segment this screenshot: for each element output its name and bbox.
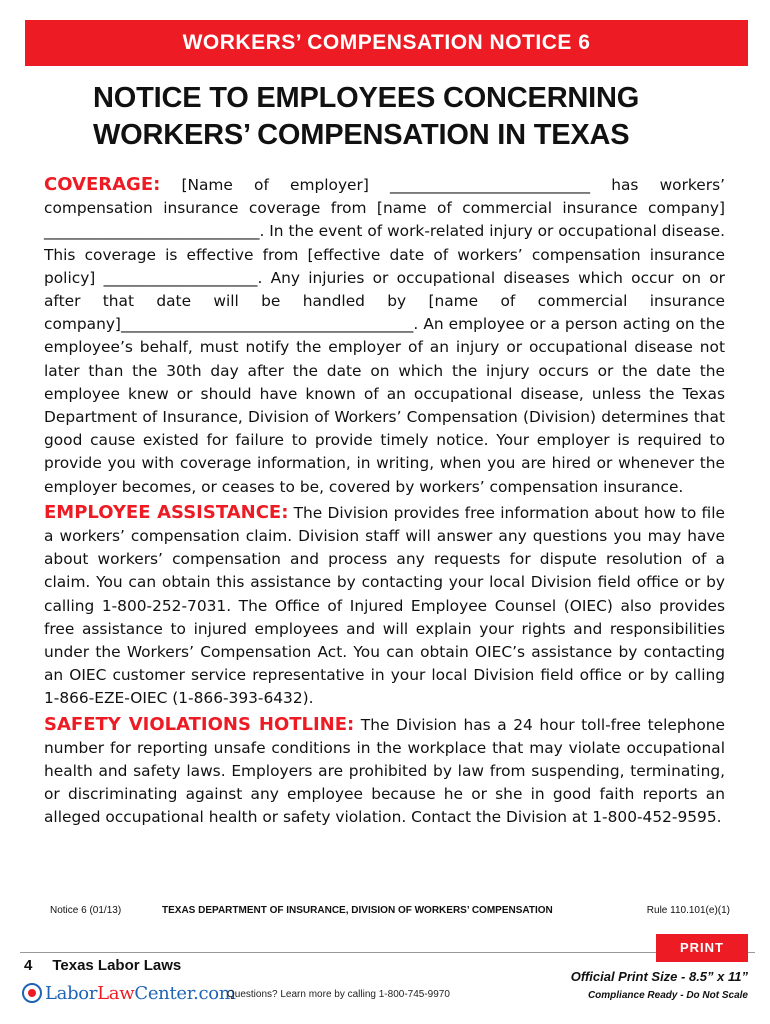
coverage-section: [44, 173, 725, 499]
rule-reference: Rule 110.101(e)(1): [646, 905, 730, 916]
logo-mark-icon: [22, 983, 42, 1003]
department-name: TEXAS DEPARTMENT OF INSURANCE, DIVISION OF WORKERS’ COMPENSATION: [162, 905, 553, 916]
notice-banner: WORKERS’ COMPENSATION NOTICE 6: [25, 20, 748, 66]
safety-text: The Division has a 24 hour toll-free telephone number for reporting unsafe conditions in the workplace that may violate occupational health and safety laws. Employers are prohibited by law from suspending, terminating, or discriminating against any employee because he or she in good faith reports an alleged occupational health or safety violation. Contact the Division at 1-800-452-9595.: [44, 715, 725, 827]
title-line-1: NOTICE TO EMPLOYEES CONCERNING: [93, 82, 640, 114]
assistance-section: [44, 501, 725, 711]
notice-body: [44, 173, 725, 832]
coverage-heading: COVERAGE:: [44, 174, 161, 195]
print-button[interactable]: PRINT: [656, 934, 748, 962]
coverage-text-5: . An employee or a person acting on the employee’s behalf, must notify the employer of an injury or occupational disease not later than the 30th day after the date on which the injury occurs or the date the employee knew or should have known of an occupational disease, unless the Texas Department of Insurance, Division of Workers’ Compensation (Division) determines that good cause existed for failure to provide timely notice. Your employer is required to provide you with coverage information, in writing, when you are hired or whenever the employer becomes, or ceases to be, covered by workers’ compensation insurance.: [44, 315, 725, 496]
effective-date-blank[interactable]: ____________________: [103, 268, 258, 287]
page-title: [93, 80, 733, 154]
page-label: [24, 957, 181, 974]
compliance-note: Compliance Ready - Do Not Scale: [587, 990, 748, 1001]
logo-text-center: Center.com: [134, 982, 236, 1004]
logo-text-law: Law: [97, 982, 135, 1004]
coverage-text-4: . Any injuries or occupational diseases which occur on or after that date will be handled by [name of commercial insurance company]: [44, 268, 725, 334]
official-print-size: Official Print Size - 8.5” x 11”: [570, 969, 748, 984]
title-line-2: WORKERS’ COMPENSATION IN TEXAS: [93, 119, 630, 151]
insurance-company-blank[interactable]: ____________________________: [44, 222, 260, 241]
notice-footer: [50, 905, 730, 923]
employer-name-blank[interactable]: __________________________: [390, 176, 591, 194]
assistance-heading: EMPLOYEE ASSISTANCE:: [44, 501, 289, 523]
page-number: 4: [24, 957, 33, 974]
logo-text-labor: Labor: [45, 982, 98, 1004]
footer-divider: [20, 952, 755, 953]
coverage-text-2: has workers’ compensation insurance coverage from [name of commercial insurance company]: [44, 176, 725, 218]
safety-section: [44, 713, 725, 830]
assistance-text: The Division provides free information about how to file a workers’ compensation claim. Division staff will answer any questions you may have about workers’ compensation and process any requests for dispute resolution of a claim. You can obtain this assistance by contacting your local Division field office or by calling 1-800-252-7031. The Office of Injured Employee Counsel (OIEC) also provides free assistance to injured employees and will explain your rights and responsibilities under the Workers’ Compensation Act. You can obtain OIEC’s assistance by contacting an OIEC customer service representative in your local Division field office or by calling 1-866-EZE-OIEC (1-866-393-6432).: [44, 503, 725, 708]
laborlawcenter-logo[interactable]: [22, 980, 236, 1006]
insurance-company-blank-2[interactable]: ______________________________________: [120, 315, 414, 334]
coverage-text-1: [Name of employer]: [181, 176, 390, 194]
questions-contact: Questions? Learn more by calling 1-800-745-9970: [227, 989, 450, 1000]
notice-number: Notice 6 (01/13): [50, 905, 122, 916]
page-label-text: Texas Labor Laws: [52, 957, 182, 974]
coverage-text-3: . In the event of work-related injury or occupational disease. This coverage is effective from [effective date of workers’ compensation insurance policy]: [44, 222, 725, 287]
safety-heading: SAFETY VIOLATIONS HOTLINE:: [44, 713, 355, 735]
